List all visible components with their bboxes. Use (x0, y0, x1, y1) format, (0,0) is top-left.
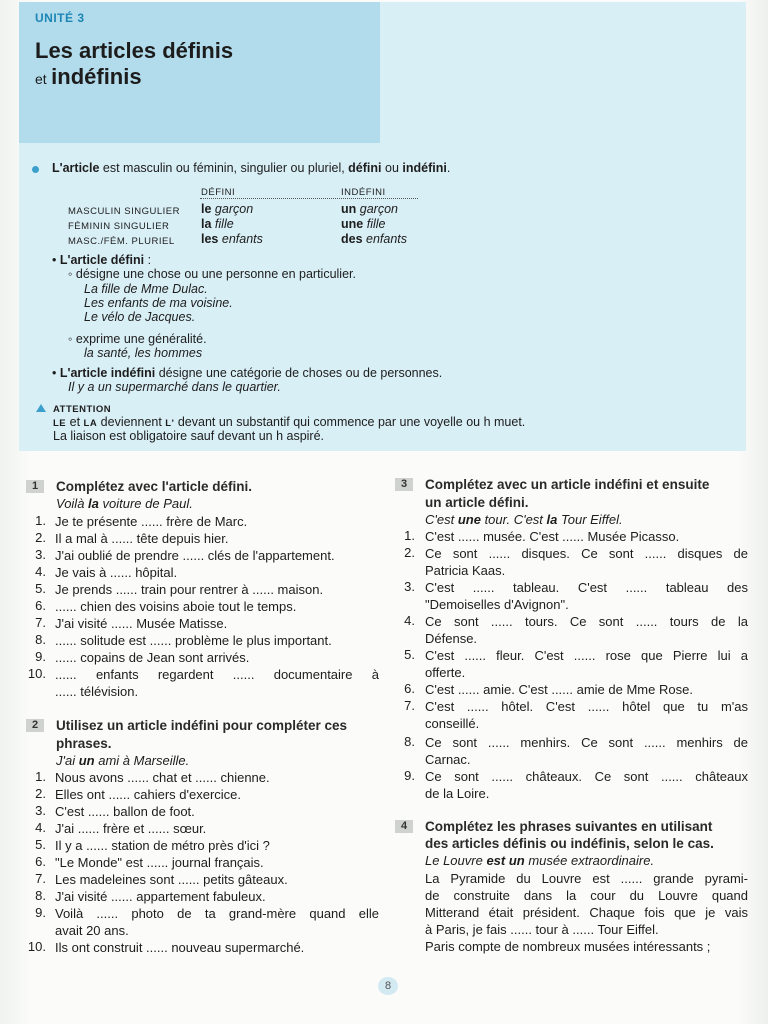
rule-example: la santé, les hommes (84, 346, 203, 360)
exercise-title: un article défini. (425, 495, 529, 510)
exercise-item: Les madeleines sont ...... petits gâteaux. (55, 872, 288, 887)
exercise-example: C'est une tour. C'est la Tour Eiffel. (425, 512, 623, 527)
item-number: 4. (35, 564, 46, 579)
exercise-title: Complétez les phrases suivantes en utilisant (425, 819, 713, 834)
item-number: 6. (35, 598, 46, 613)
exercise-item: C'est ...... ballon de foot. (55, 804, 195, 819)
exercise-title: Complétez avec l'article défini. (56, 479, 253, 494)
item-number: 1. (35, 513, 46, 528)
attention-line-1: LE et LA deviennent L' devant un substantif qui commence par une voyelle ou h muet. (53, 415, 526, 429)
exercise-item: Ce sont ...... tours. Ce sont ...... tours de la (425, 614, 748, 629)
exercise-title: phrases. (56, 736, 112, 751)
item-number: 9. (35, 649, 46, 664)
exercise-item: Ce sont ...... disques. Ce sont ...... disques de (425, 546, 748, 561)
row-label: MASC./FÉM. PLURIEL (68, 236, 175, 247)
item-number: 1. (404, 528, 415, 543)
item-number: 2. (35, 786, 46, 801)
item-number: 8. (404, 734, 415, 749)
exercise-item: "Le Monde" est ...... journal français. (55, 855, 264, 870)
rule-defini-heading: • L'article défini : (52, 253, 152, 267)
rule-defini-2: ◦ exprime une généralité. (68, 332, 207, 346)
exercise-number: 1 (26, 480, 44, 493)
item-number: 6. (404, 681, 415, 696)
item-number: 7. (404, 698, 415, 713)
row-defini: la fille (201, 217, 234, 231)
item-number: 7. (35, 615, 46, 630)
item-number: 10. (27, 666, 46, 681)
paragraph-line: à Paris, je fais ...... tour à ...... Tour Eiffel. (425, 922, 659, 937)
item-number: 3. (404, 579, 415, 594)
item-number: 8. (35, 632, 46, 647)
exercise-item: Il y a ...... station de métro près d'ici ? (55, 838, 270, 853)
exercise-item-continued: Carnac. (425, 752, 471, 767)
item-number: 7. (35, 871, 46, 886)
item-number: 10. (27, 939, 46, 954)
item-number: 2. (404, 545, 415, 560)
row-label: MASCULIN SINGULIER (68, 206, 180, 217)
exercise-item-continued: Défense. (425, 631, 478, 646)
paragraph-line: Paris compte de nombreux musées intéressants ; (425, 939, 711, 954)
item-number: 1. (35, 769, 46, 784)
rule-indefini: • L'article indéfini désigne une catégorie de choses ou de personnes. (52, 366, 443, 380)
exercise-example: J'ai un ami à Marseille. (56, 753, 190, 768)
page-number: 8 (378, 977, 398, 995)
item-number: 6. (35, 854, 46, 869)
exercise-item: Nous avons ...... chat et ...... chienne. (55, 770, 270, 785)
item-number: 3. (35, 803, 46, 818)
row-indefini: une fille (341, 217, 386, 231)
item-number: 5. (404, 647, 415, 662)
paragraph-line: La Pyramide du Louvre est ...... grande pyrami- (425, 871, 748, 886)
exercise-title: des articles définis ou indéfinis, selon le cas. (425, 836, 714, 851)
exercise-item: Ce sont ...... châteaux. Ce sont ...... châteaux (425, 769, 748, 784)
exercise-item-continued: ...... télévision. (55, 684, 139, 699)
exercise-number: 4 (395, 820, 413, 833)
attention-line-2: La liaison est obligatoire sauf devant un h aspiré. (53, 429, 325, 443)
table-divider (200, 198, 418, 199)
attention-label: ATTENTION (53, 404, 112, 415)
exercise-item: Je vais à ...... hôpital. (55, 565, 178, 580)
exercise-item: J'ai visité ...... appartement fabuleux. (55, 889, 266, 904)
exercise-item-continued: avait 20 ans. (55, 923, 129, 938)
intro-sentence: L'article est masculin ou féminin, singulier ou pluriel, défini ou indéfini. (52, 161, 451, 175)
rule-example: La fille de Mme Dulac. (84, 282, 208, 296)
exercise-example: Voilà la voiture de Paul. (56, 496, 193, 511)
rule-example: Les enfants de ma voisine. (84, 296, 233, 310)
rule-defini-1: ◦ désigne une chose ou une personne en particulier. (68, 267, 356, 281)
exercise-item: C'est ...... musée. C'est ...... Musée Picasso. (425, 529, 680, 544)
exercise-item: ...... copains de Jean sont arrivés. (55, 650, 250, 665)
exercise-item: ...... chien des voisins aboie tout le temps. (55, 599, 297, 614)
exercise-item: Voilà ...... photo de ta grand-mère quand elle (55, 906, 379, 921)
exercise-item: C'est ...... fleur. C'est ...... rose que Pierre lui a (425, 648, 748, 663)
exercise-item: ...... enfants regardent ...... documentaire à (55, 667, 379, 682)
exercise-item: Je prends ...... train pour rentrer à ...... maison. (55, 582, 324, 597)
title-line-2: indéfinis (51, 64, 142, 89)
exercise-number: 3 (395, 478, 413, 491)
exercise-item: Ce sont ...... menhirs. Ce sont ...... menhirs de (425, 735, 748, 750)
exercise-title: Complétez avec un article indéfini et ensuite (425, 477, 710, 492)
exercise-item: J'ai visité ...... Musée Matisse. (55, 616, 228, 631)
rule-example: Le vélo de Jacques. (84, 310, 196, 324)
unit-label: UNITÉ 3 (35, 11, 85, 25)
item-number: 8. (35, 888, 46, 903)
paragraph-line: Mitterand était président. Chaque fois que je vais (425, 905, 748, 920)
item-number: 9. (35, 905, 46, 920)
page-title (35, 38, 375, 93)
row-label: FÉMININ SINGULIER (68, 221, 170, 232)
exercise-item: Elles ont ...... cahiers d'exercice. (55, 787, 242, 802)
exercise-item: C'est ...... amie. C'est ...... amie de Mme Rose. (425, 682, 693, 697)
exercise-item: Je te présente ...... frère de Marc. (55, 514, 248, 529)
exercise-title: Utilisez un article indéfini pour compléter ces (56, 718, 348, 733)
paragraph-line: de construite dans la cour du Louvre quand (425, 888, 748, 903)
exercise-item-continued: conseillé. (425, 716, 480, 731)
exercise-item: C'est ...... hôtel. C'est ...... hôtel que tu m'as (425, 699, 748, 714)
exercise-item: C'est ...... tableau. C'est ...... tableau des (425, 580, 748, 595)
rule-example: Il y a un supermarché dans le quartier. (68, 380, 281, 394)
exercise-item: J'ai ...... frère et ...... sœur. (55, 821, 207, 836)
row-defini: le garçon (201, 202, 254, 216)
exercise-item: Ils ont construit ...... nouveau supermarché. (55, 940, 305, 955)
col-header-defini: DÉFINI (201, 187, 236, 198)
exercise-item: J'ai oublié de prendre ...... clés de l'appartement. (55, 548, 335, 563)
item-number: 9. (404, 768, 415, 783)
exercise-number: 2 (26, 719, 44, 732)
title-et: et (35, 71, 47, 87)
item-number: 5. (35, 581, 46, 596)
exercise-item: Il a mal à ...... tête depuis hier. (55, 531, 229, 546)
bullet-icon (32, 166, 39, 173)
item-number: 3. (35, 547, 46, 562)
item-number: 4. (35, 820, 46, 835)
warning-triangle-icon (36, 404, 46, 412)
item-number: 2. (35, 530, 46, 545)
row-indefini: un garçon (341, 202, 398, 216)
exercise-item-continued: "Demoiselles d'Avignon". (425, 597, 569, 612)
item-number: 5. (35, 837, 46, 852)
exercise-item-continued: offerte. (425, 665, 466, 680)
row-defini: les enfants (201, 232, 263, 246)
exercise-example: Le Louvre est un musée extraordinaire. (425, 853, 655, 868)
exercise-item-continued: Patricia Kaas. (425, 563, 506, 578)
exercise-item-continued: de la Loire. (425, 786, 490, 801)
exercise-item: ...... solitude est ...... problème le plus important. (55, 633, 332, 648)
row-indefini: des enfants (341, 232, 408, 246)
item-number: 4. (404, 613, 415, 628)
title-line-1: Les articles définis (35, 38, 234, 63)
col-header-indefini: INDÉFINI (341, 187, 386, 198)
